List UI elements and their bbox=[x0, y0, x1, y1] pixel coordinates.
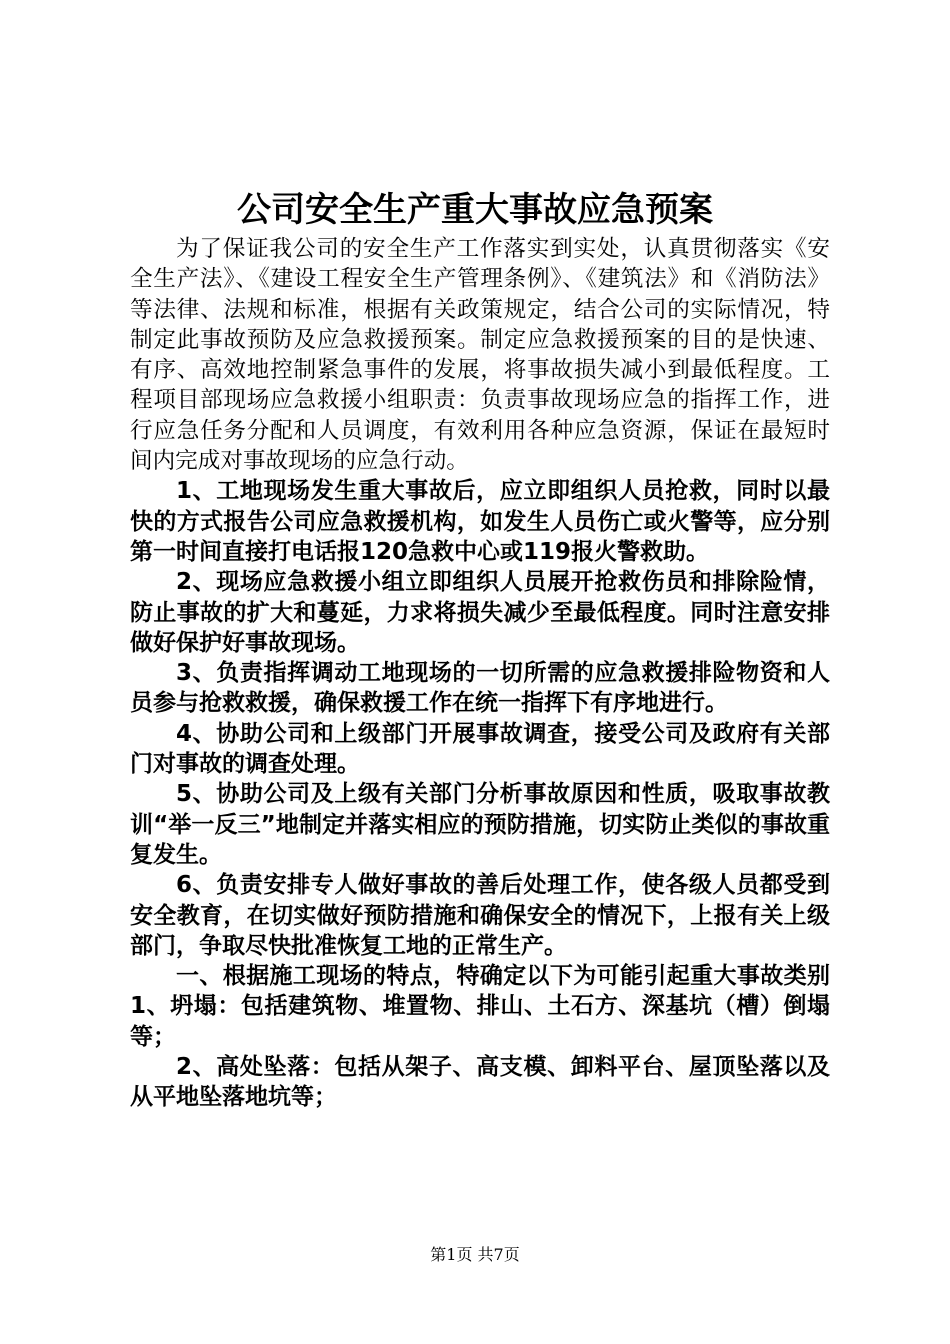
paragraph-item-6: 6、负责安排专人做好事故的善后处理工作，使各级人员都受到安全教育，在切实做好预防措施和确保安全的情况下，上报有关上级部门，争取尽快批准恢复工地的正常生产。 bbox=[130, 872, 830, 959]
paragraph-intro: 为了保证我公司的安全生产工作落实到实处，认真贯彻落实《安全生产法》、《建设工程安全生产管理条例》、《建筑法》和《消防法》等法律、法规和标准，根据有关政策规定，结合公司的实际情况，特制定此事故预防及应急救援预案。制定应急救援预案的目的是快速、有序、高效地控制紧急事件的发展，将事故损失减小到最低程度。工程项目部现场应急救援小组职责：负责事故现场应急的指挥工作，进行应急任务分配和人员调度，有效利用各种应急资源，保证在最短时间内完成对事故现场的应急行动。 bbox=[130, 236, 830, 475]
paragraph-item-4: 4、协助公司和上级部门开展事故调查，接受公司及政府有关部门对事故的调查处理。 bbox=[130, 720, 830, 778]
paragraph-item-5: 5、协助公司及上级有关部门分析事故原因和性质，吸取事故教训“举一反三”地制定并落实相应的预防措施，切实防止类似的事故重复发生。 bbox=[130, 781, 830, 868]
paragraph-accident-types: 一、根据施工现场的特点，特确定以下为可能引起重大事故类别1、坍塌：包括建筑物、堆置物、排山、土石方、深基坑（槽）倒塌等； bbox=[130, 963, 830, 1050]
paragraph-item-3: 3、负责指挥调动工地现场的一切所需的应急救援排险物资和人员参与抢救救援，确保救援工作在统一指挥下有序地进行。 bbox=[130, 660, 830, 717]
paragraph-fall-from-height: 2、高处坠落：包括从架子、高支模、卸料平台、屋顶坠落以及从平地坠落地坑等； bbox=[130, 1054, 830, 1111]
paragraph-item-1: 1、工地现场发生重大事故后，应立即组织人员抢救，同时以最快的方式报告公司应急救援机构，如发生人员伤亡或火警等，应分别第一时间直接打电话报120急救中心或119报火警救助。 bbox=[130, 478, 830, 565]
document-body bbox=[130, 234, 830, 1113]
page-number: 第1页 共7页 bbox=[430, 1245, 520, 1264]
paragraph-item-2: 2、现场应急救援小组立即组织人员展开抢救伤员和排除险情，防止事故的扩大和蔓延，力求将损失减少至最低程度。同时注意安排做好保护好事故现场。 bbox=[130, 569, 830, 656]
document-title: 公司安全生产重大事故应急预案 bbox=[237, 190, 713, 230]
